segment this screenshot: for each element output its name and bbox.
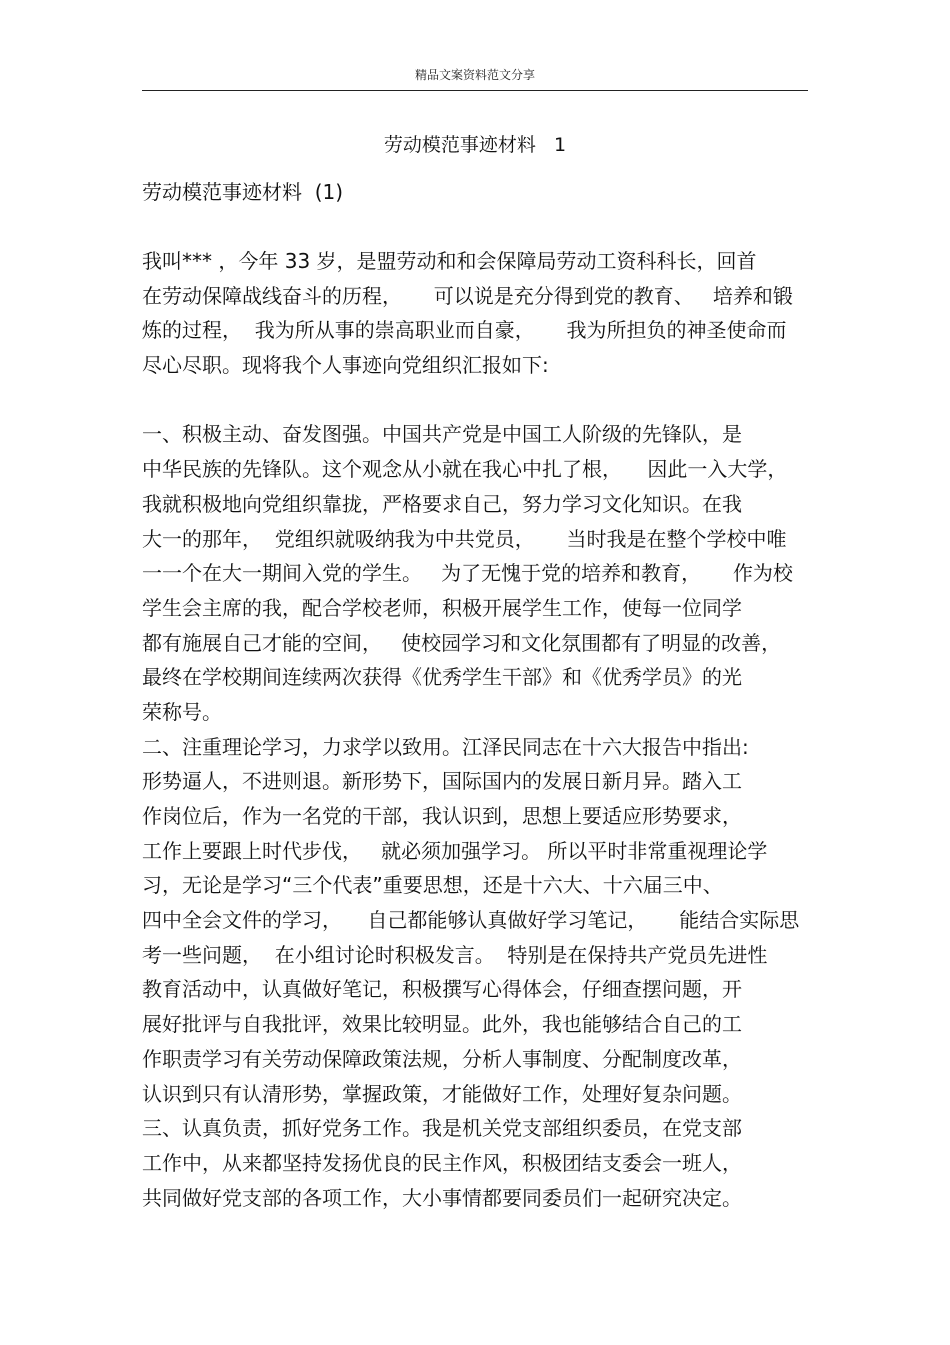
body-line: 共同做好党支部的各项工作，大小事情都要同委员们一起研究决定。 [142,1185,742,1210]
body-line: 形势逼人，不进则退。新形势下，国际国内的发展日新月异。踏入工 [142,769,742,794]
body-line: 中华民族的先锋队。这个观念从小就在我心中扎了根， 因此一入大学， [142,457,788,482]
document-title: 劳动模范事迹材料 1 [383,134,567,156]
body-line: 认识到只有认清形势，掌握政策，才能做好工作，处理好复杂问题。 [142,1081,742,1106]
body-line: 二、注重理论学习，力求学以致用。江泽民同志在十六大报告中指出: [142,734,749,759]
body-line: 我叫*** ，今年 33 岁，是盟劳动和和会保障局劳动工资科科长，回首 [142,249,757,273]
body-line: 作职责学习有关劳动保障政策法规，分析人事制度、分配制度改革， [142,1046,742,1071]
body-line: 四中全会文件的学习， 自己都能够认真做好学习笔记， 能结合实际思 [142,908,800,933]
body-line: 三、认真负责，抓好党务工作。我是机关党支部组织委员，在党支部 [142,1116,742,1141]
document-body [142,244,812,1215]
body-line: 工作中，从来都坚持发扬优良的民主作风，积极团结支委会一班人， [142,1150,742,1175]
blank-line [142,383,812,418]
body-line: 都有施展自己才能的空间， 使校园学习和文化氛围都有了明显的改善， [142,630,782,655]
body-line: 炼的过程， 我为所从事的崇高职业而自豪， 我为所担负的神圣使命而 [142,318,787,343]
body-line: 习，无论是学习“三个代表”重要思想，还是十六大、十六届三中、 [142,873,723,898]
page-header-text: 精品文案资料范文分享 [414,68,535,82]
body-line: 作岗位后，作为一名党的干部，我认识到，思想上要适应形势要求， [142,804,742,828]
body-line: 一一个在大一期间入党的学生。 为了无愧于党的培养和教育， 作为校 [142,561,793,586]
body-line: 尽心尽职。现将我个人事迹向党组织汇报如下: [142,353,549,378]
body-line: 我就积极地向党组织靠拢，严格要求自己，努力学习文化知识。在我 [142,491,742,516]
body-line: 考一些问题， 在小组讨论时积极发言。 特别是在保持共产党员先进性 [142,942,768,967]
body-line: 学生会主席的我，配合学校老师，积极开展学生工作，使每一位同学 [142,595,742,620]
body-line: 荣称号。 [142,699,222,724]
body-line: 展好批评与自我批评，效果比较明显。此外，我也能够结合自己的工 [142,1012,742,1037]
body-line: 在劳动保障战线奋斗的历程， 可以说是充分得到党的教育、 培养和锻 [142,283,793,308]
body-line: 大一的那年， 党组织就吸纳我为中共党员， 当时我是在整个学校中唯 [142,526,787,551]
header-divider [142,90,808,91]
body-line: 教育活动中，认真做好笔记，积极撰写心得体会，仔细查摆问题，开 [142,977,742,1002]
document-subtitle: 劳动模范事迹材料 (1) [142,180,344,204]
body-line: 一、积极主动、奋发图强。中国共产党是中国工人阶级的先锋队，是 [142,422,742,447]
body-line: 工作上要跟上时代步伐， 就必须加强学习。 所以平时非常重视理论学 [142,838,768,863]
body-line: 最终在学校期间连续两次获得《优秀学生干部》和《优秀学员》的光 [142,665,742,690]
